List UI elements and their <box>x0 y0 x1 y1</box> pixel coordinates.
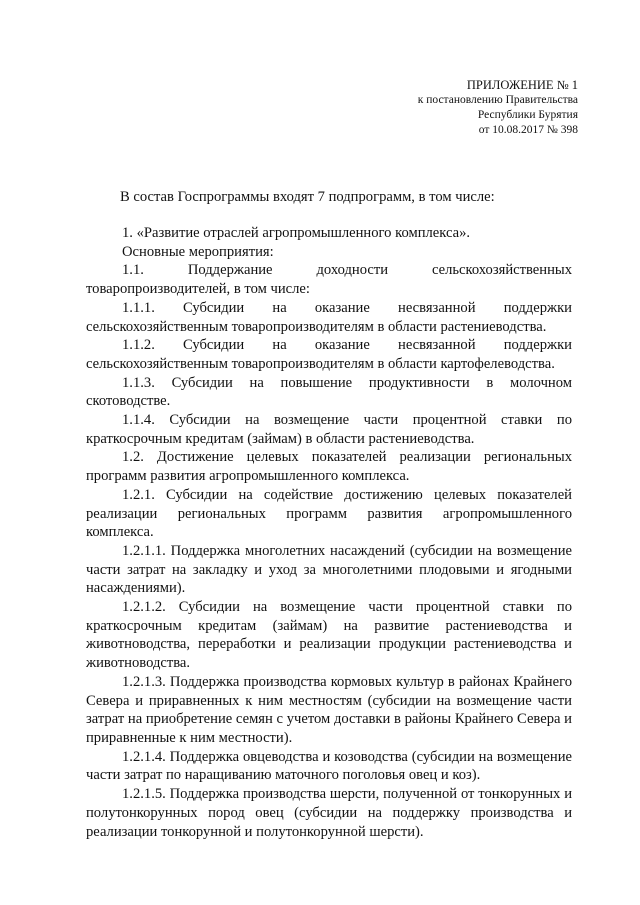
document-body <box>86 224 572 841</box>
intro-text: В состав Госпрограммы входят 7 подпрограмм, в том числе: <box>120 189 495 205</box>
appendix-date-number: от 10.08.2017 № 398 <box>478 124 578 136</box>
appendix-header <box>418 78 578 138</box>
appendix-title: ПРИЛОЖЕНИЕ № 1 <box>466 78 578 92</box>
paragraph: 1.1.2. Субсидии на оказание несвязанной поддержки сельскохозяйственным товаропроизводителям в области картофелеводства. <box>86 337 572 372</box>
appendix-resolution: к постановлению Правительства <box>417 94 578 106</box>
appendix-republic: Республики Бурятия <box>477 109 578 121</box>
paragraph: 1.2. Достижение целевых показателей реализации региональных программ развития агропромышленного комплекса. <box>86 449 572 485</box>
paragraph: 1. «Развитие отраслей агропромышленного комплекса». <box>122 225 471 241</box>
paragraph: 1.1. Поддержание доходности сельскохозяйственных товаропроизводителей, в том числе: <box>86 262 572 298</box>
paragraph: 1.2.1.4. Поддержка овцеводства и козоводства (субсидии на возмещение части затрат по наращиванию маточного поголовья овец и коз). <box>86 748 572 784</box>
paragraph: Основные мероприятия: <box>122 243 274 260</box>
paragraph: 1.1.3. Субсидии на повышение продуктивности в молочном скотоводстве. <box>86 374 572 410</box>
paragraph: 1.2.1.3. Поддержка производства кормовых культур в районах Крайнего Севера и приравненных к ним местностям (субсидии на возмещение части затрат на приобретение семян с учетом доставки в районы Крайнего Севера и приравненные к ним местности). <box>86 673 572 746</box>
paragraph: 1.2.1.2. Субсидии на возмещение части процентной ставки по краткосрочным кредитам (займам) на развитие растениеводства и животноводства, переработки и реализации продукции растениеводства и животноводства. <box>86 599 572 672</box>
paragraph: 1.2.1.5. Поддержка производства шерсти, полученной от тонкорунных и полутонкорунных пород овец (субсидии на поддержку производства и реализации тонкорунной и полутонкорунной шерсти). <box>86 786 572 840</box>
paragraph: 1.2.1. Субсидии на содействие достижению целевых показателей реализации региональных программ развития агропромышленного комплекса. <box>86 486 572 541</box>
paragraph: 1.1.4. Субсидии на возмещение части процентной ставки по краткосрочным кредитам (займам) в области растениеводства. <box>86 412 572 447</box>
paragraph: 1.2.1.1. Поддержка многолетних насаждений (субсидии на возмещение части затрат на закладку и уход за многолетними плодовыми и ягодными насаждениями). <box>86 542 572 597</box>
paragraph: 1.1.1. Субсидии на оказание несвязанной поддержки сельскохозяйственным товаропроизводителям в области растениеводства. <box>86 299 572 335</box>
